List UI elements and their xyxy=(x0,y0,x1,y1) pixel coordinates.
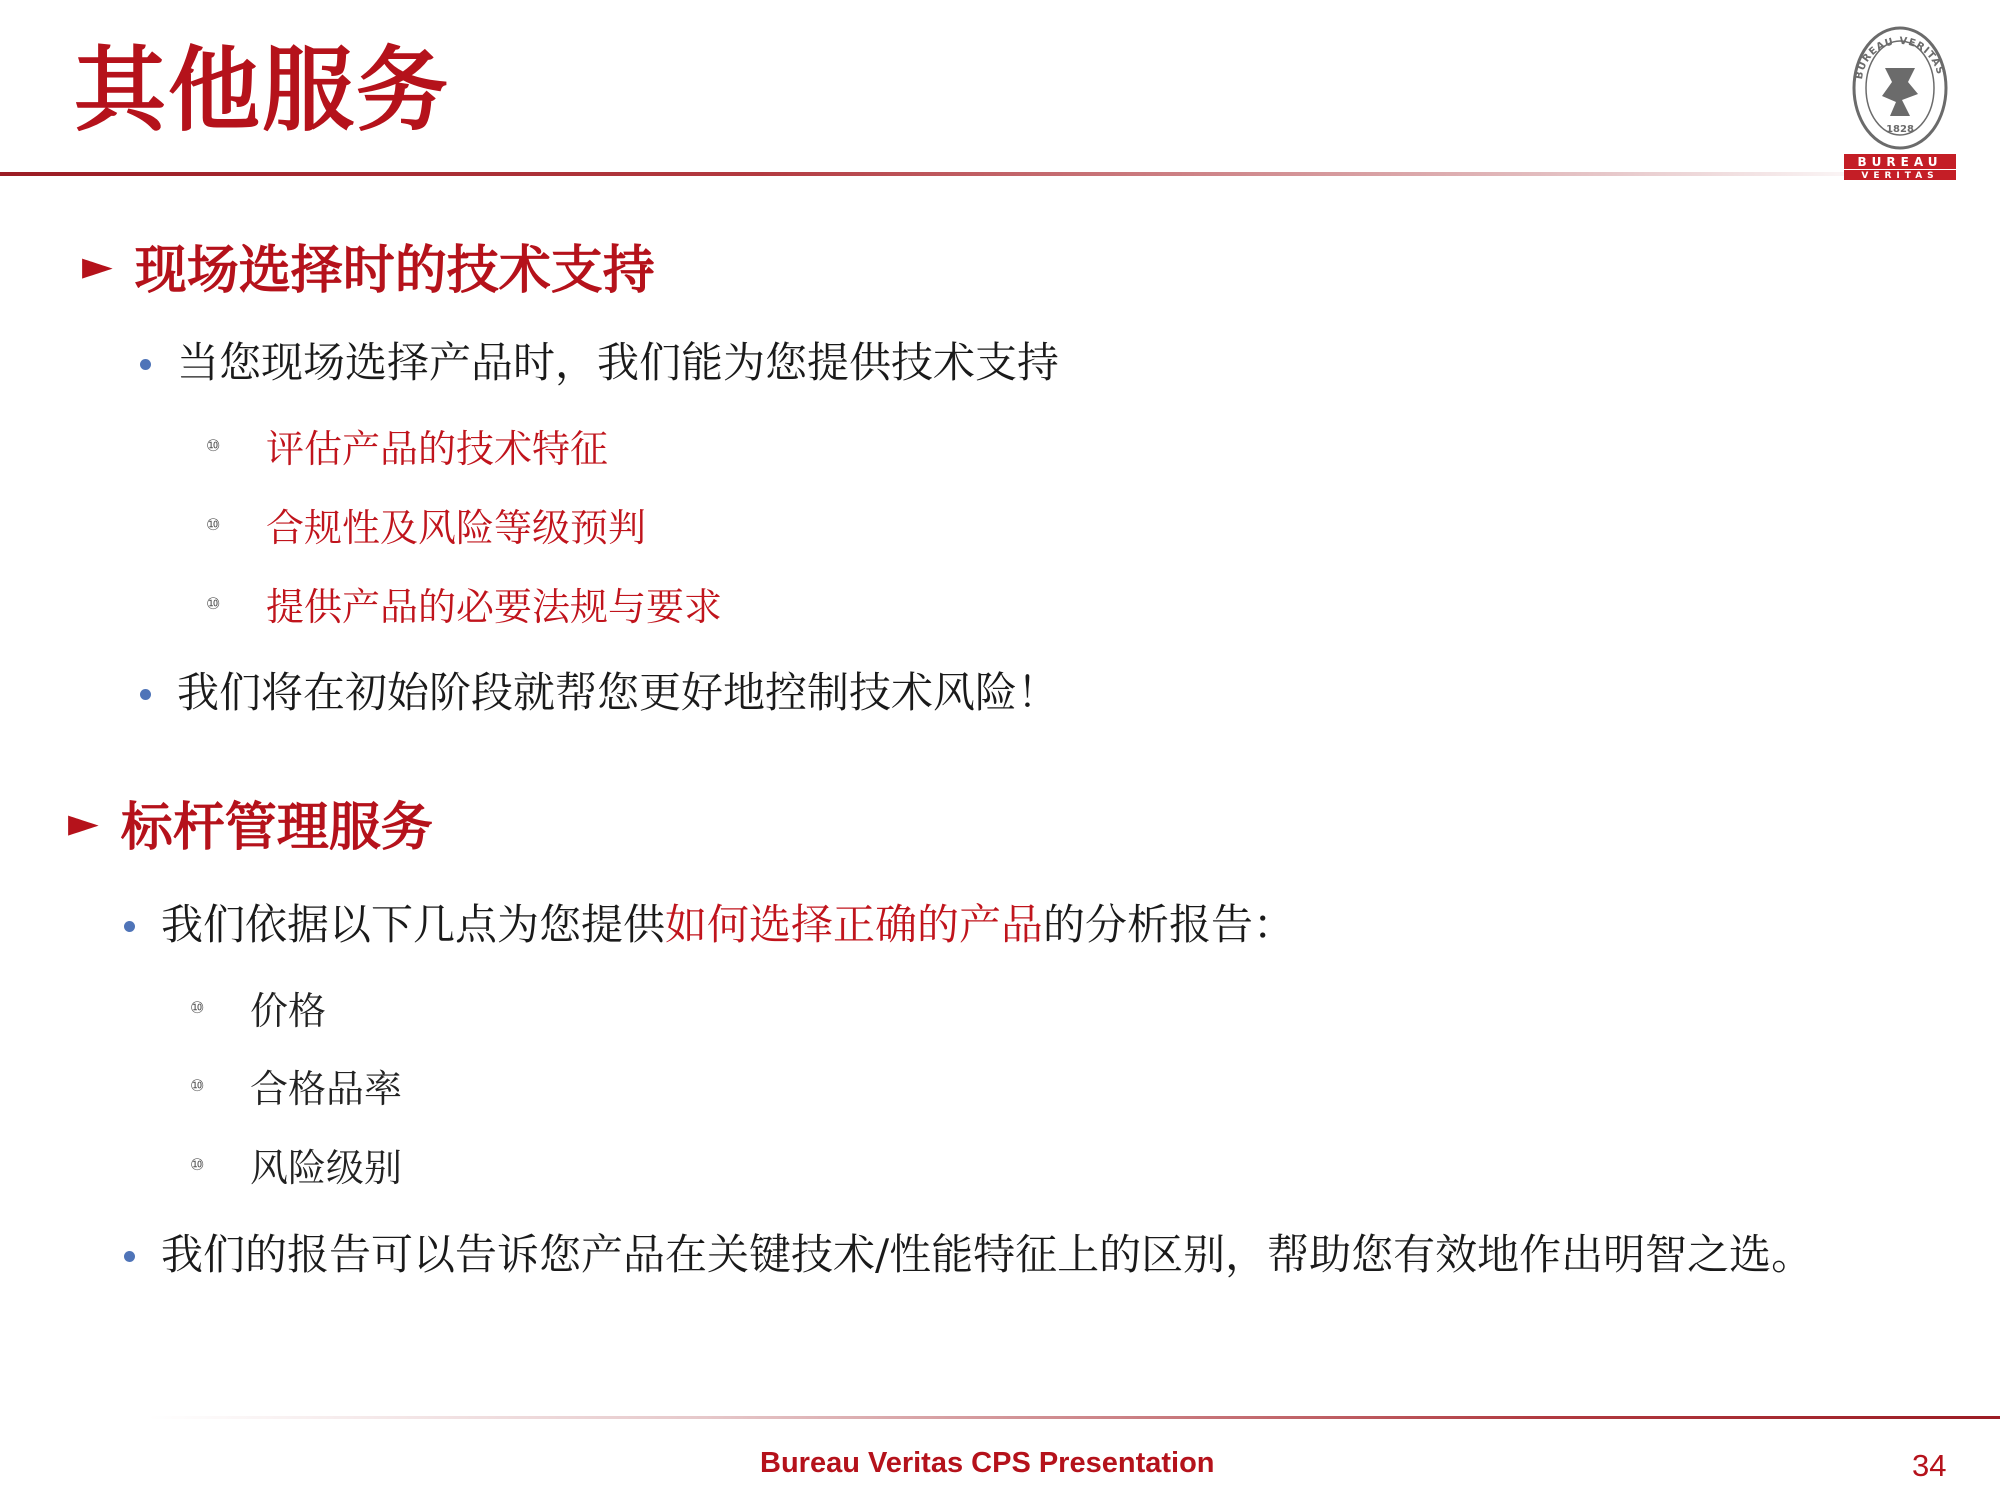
logo-year: 1828 xyxy=(1886,124,1914,135)
section2-subitem xyxy=(190,1137,402,1192)
bullet-dot-icon xyxy=(140,359,151,370)
sub-bullet-icon: ⑩ xyxy=(190,1076,205,1095)
logo-line1: BUREAU xyxy=(1857,155,1943,169)
logo-ring-text: BUREAU VERITAS xyxy=(1853,35,1946,81)
title-divider xyxy=(0,172,1900,176)
section2-bullet-1-suffix: 的分析报告： xyxy=(1043,900,1296,949)
section2-bullet-1-prefix: 我们依据以下几点为您提供 xyxy=(161,900,666,949)
section1-heading-text: 现场选择时的技术支持 xyxy=(134,240,655,301)
footer-divider xyxy=(148,1416,2000,1419)
sub-bullet-icon: ⑩ xyxy=(206,436,221,455)
section2-heading xyxy=(68,785,433,860)
section1-subitem xyxy=(206,497,646,552)
section2-subitem-text: 风险级别 xyxy=(250,1146,403,1190)
triangle-bullet-icon: ► xyxy=(82,242,113,289)
section1-bullet-1 xyxy=(140,330,1059,390)
section2-heading-text: 标杆管理服务 xyxy=(120,797,433,858)
section2-subitem xyxy=(190,980,326,1035)
section1-bullet-1-text: 当您现场选择产品时，我们能为您提供技术支持 xyxy=(177,338,1060,387)
section1-bullet-2 xyxy=(140,660,1059,720)
page-number: 34 xyxy=(1912,1448,1947,1483)
sub-bullet-icon: ⑩ xyxy=(206,515,221,534)
section2-subitem xyxy=(190,1058,402,1113)
sub-bullet-icon: ⑩ xyxy=(190,1155,205,1174)
bullet-dot-icon xyxy=(140,689,151,700)
sub-bullet-icon: ⑩ xyxy=(206,594,221,613)
logo-line2: VERITAS xyxy=(1861,171,1939,180)
bullet-dot-icon xyxy=(124,1251,135,1262)
triangle-bullet-icon: ► xyxy=(68,799,99,846)
sub-bullet-icon: ⑩ xyxy=(190,998,205,1017)
section1-subitem xyxy=(206,418,608,473)
footer-text: Bureau Veritas CPS Presentation xyxy=(760,1447,1215,1479)
page-title: 其他服务 xyxy=(74,36,451,144)
section1-subitem-text: 评估产品的技术特征 xyxy=(266,427,609,471)
section2-subitem-text: 价格 xyxy=(250,989,327,1033)
section1-bullet-2-text: 我们将在初始阶段就帮您更好地控制技术风险！ xyxy=(177,668,1060,717)
section2-bullet-1-highlight: 如何选择正确的产品 xyxy=(665,900,1044,949)
section2-bullet-1 xyxy=(124,892,1295,952)
section1-subitem xyxy=(206,576,722,631)
section1-subitem-text: 提供产品的必要法规与要求 xyxy=(266,585,723,629)
section1-subitem-text: 合规性及风险等级预判 xyxy=(266,506,647,550)
bureau-veritas-logo xyxy=(1840,20,1960,180)
section2-bullet-2-text: 我们的报告可以告诉您产品在关键技术/性能特征上的区别，帮助您有效地作出明智之选。 xyxy=(161,1230,1814,1279)
section1-heading xyxy=(82,228,655,303)
section2-subitem-text: 合格品率 xyxy=(250,1067,403,1111)
section2-bullet-2 xyxy=(124,1222,1813,1282)
bullet-dot-icon xyxy=(124,921,135,932)
